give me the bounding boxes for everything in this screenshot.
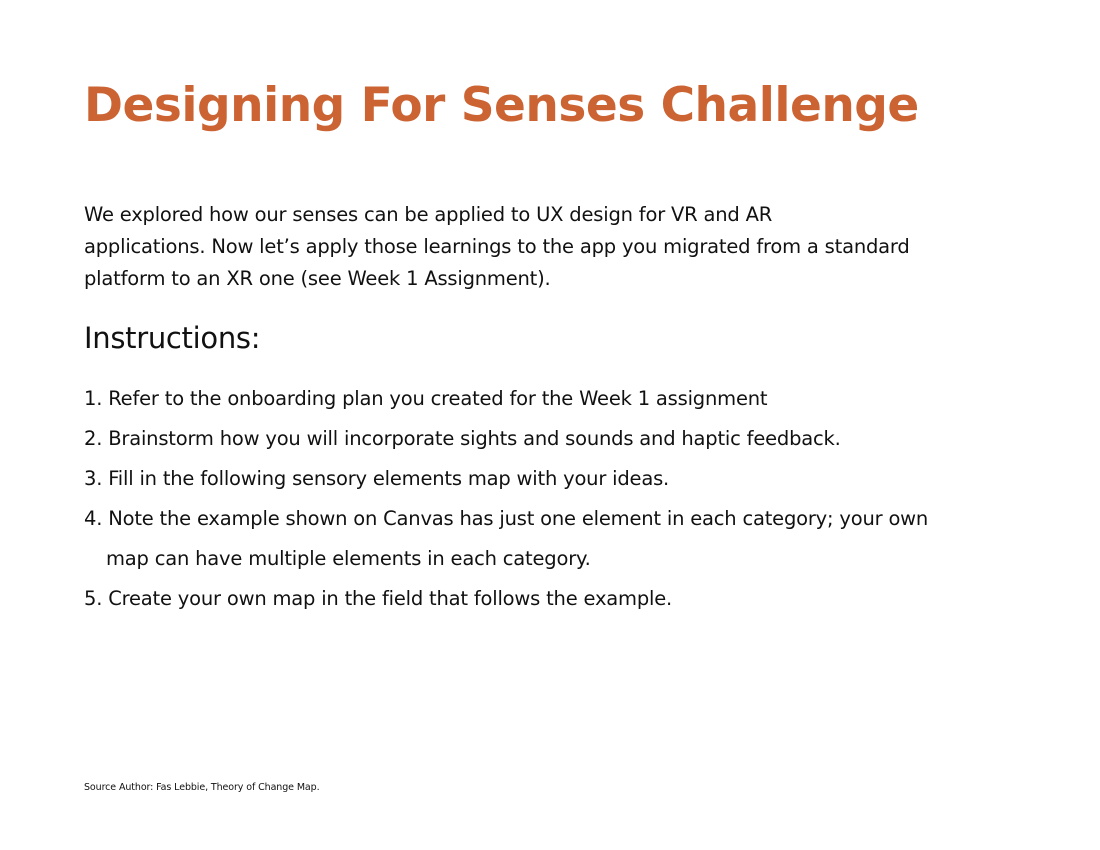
intro-line: applications. Now let’s apply those learnings to the app you migrated from a standard [84,235,910,258]
instructions-heading: Instructions: [84,321,261,355]
step-text: 1. Refer to the onboarding plan you created for the Week 1 assignment [84,387,768,410]
list-item [84,419,1024,459]
list-item [84,499,1024,579]
step-text: 5. Create your own map in the field that follows the example. [84,587,673,610]
list-item [84,379,1024,419]
step-text: 3. Fill in the following sensory elements map with your ideas. [84,467,670,490]
page-title: Designing For Senses Challenge [84,78,919,133]
instructions-list [84,379,1024,619]
intro-paragraph [84,199,984,295]
source-citation: Source Author: Fas Lebbie, Theory of Change Map. [84,782,320,793]
intro-line: platform to an XR one (see Week 1 Assignment). [84,267,551,290]
step-text: 2. Brainstorm how you will incorporate sights and sounds and haptic feedback. [84,427,841,450]
step-text: 4. Note the example shown on Canvas has just one element in each category; your own [84,507,929,530]
list-item [84,459,1024,499]
step-text-continuation: map can have multiple elements in each category. [106,547,591,570]
intro-line: We explored how our senses can be applied to UX design for VR and AR [84,203,773,226]
list-item [84,579,1024,619]
